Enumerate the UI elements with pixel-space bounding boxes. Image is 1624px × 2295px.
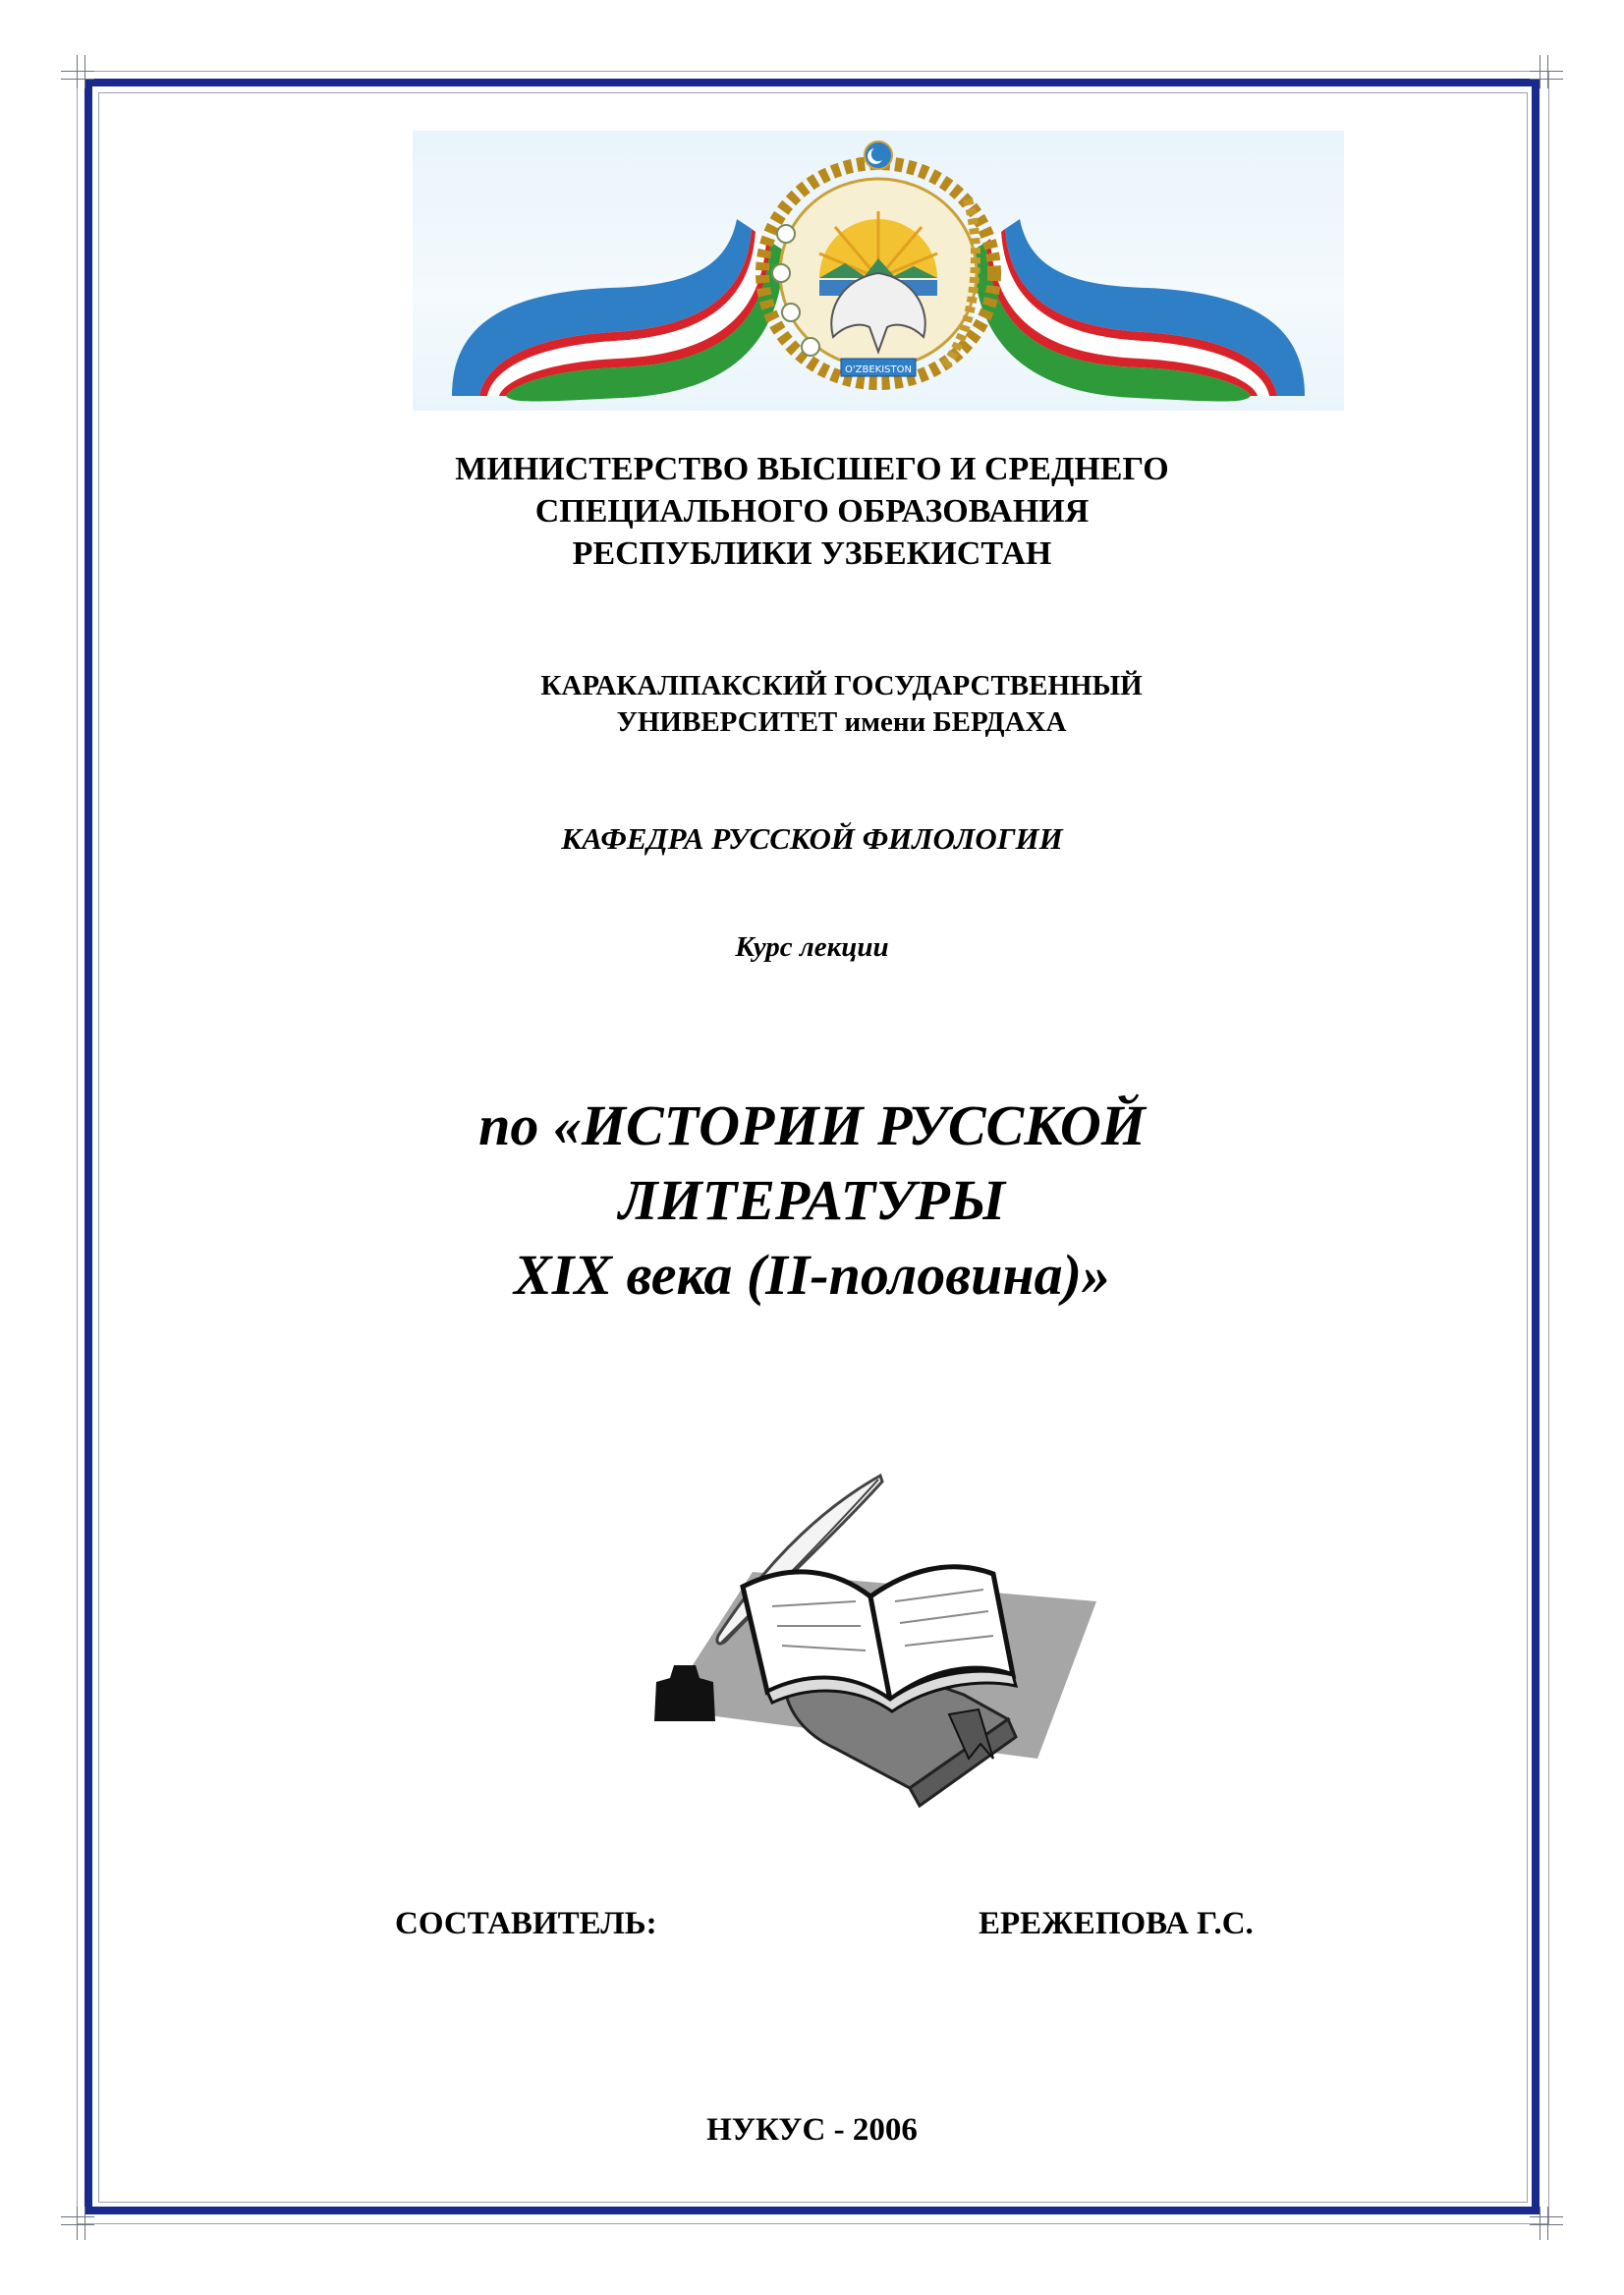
- university-line-2: УНИВЕРСИТЕТ имени БЕРДАХА: [616, 706, 1067, 738]
- university-line-1: КАРАКАЛПАКСКИЙ ГОСУДАРСТВЕННЫЙ: [540, 670, 1143, 701]
- corner-mark-top-right: [1530, 55, 1563, 88]
- corner-mark-bottom-left: [61, 2207, 94, 2240]
- title-line-2: ЛИТЕРАТУРЫ: [618, 1168, 1006, 1232]
- title-line-1: по «ИСТОРИИ РУССКОЙ: [478, 1093, 1146, 1157]
- ministry-heading: [0, 448, 1624, 575]
- flag-ribbon-right: [973, 219, 1305, 401]
- ministry-line-3: РЕСПУБЛИКИ УЗБЕКИСТАН: [572, 535, 1052, 572]
- university-heading: [0, 668, 1624, 741]
- compiler-label: СОСТАВИТЕЛЬ:: [395, 1906, 657, 1941]
- ministry-line-2: СПЕЦИАЛЬНОГО ОБРАЗОВАНИЯ: [534, 493, 1090, 530]
- title-line-3: XIX века (II-половина)»: [514, 1243, 1110, 1307]
- book-quill-clipart-icon: [625, 1464, 1106, 1832]
- compiler-name: ЕРЕЖЕПОВА Г.С.: [979, 1906, 1254, 1941]
- emblem-ribbon-text: O'ZBEKISTON: [845, 364, 912, 375]
- document-title: [0, 1089, 1624, 1313]
- emblem-wreath: [762, 141, 994, 383]
- book-quill-clipart: [625, 1464, 1106, 1832]
- ministry-line-1: МИНИСТЕРСТВО ВЫСШЕГО И СРЕДНЕГО: [455, 451, 1169, 487]
- department-heading: КАФЕДРА РУССКОЙ ФИЛОЛОГИИ: [561, 821, 1063, 856]
- city-year: НУКУС - 2006: [706, 2112, 918, 2148]
- course-label: Курс лекции: [735, 931, 889, 963]
- corner-mark-top-left: [61, 55, 94, 88]
- corner-mark-bottom-right: [1530, 2207, 1563, 2240]
- state-emblem-icon: [413, 131, 1344, 411]
- state-emblem-banner: [413, 131, 1344, 411]
- flag-ribbon-left: [452, 219, 784, 401]
